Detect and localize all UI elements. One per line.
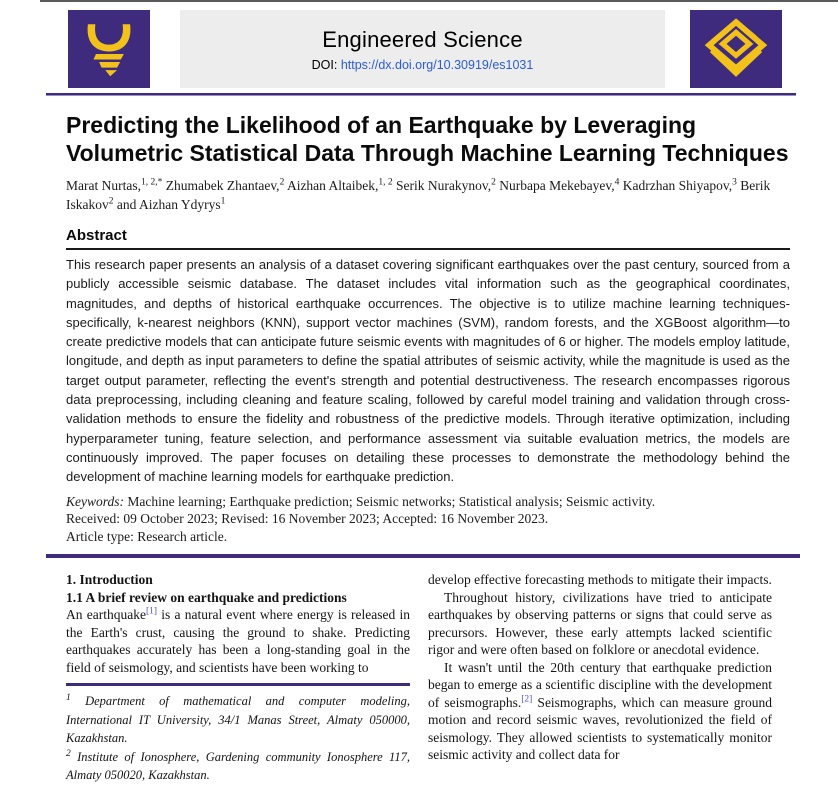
author-list: Marat Nurtas,$^{1, 2,*}$ Zhumabek Zhantaev,$^2$ Aizhan Altaibek,$^{1, 2}$ Serik Nurakynov,$^2$ Nurbapa Mekebayev,$^4$ Kadrzhan Shiyapov,$^3$ Berik Iskakov$^2$ and Aizhan Ydyrys$^1$: [66, 177, 771, 212]
left-column: [66, 571, 410, 785]
article-content: [66, 111, 790, 785]
affiliation-mark: 2: [279, 177, 285, 188]
footnotes: [66, 692, 410, 785]
footnote-divider: [66, 683, 410, 686]
journal-title: Engineered Science: [322, 26, 523, 52]
section-divider: [46, 554, 800, 558]
affiliation-mark: 4: [614, 177, 620, 188]
citation-link[interactable]: [2]: [521, 694, 533, 705]
abstract-heading: Abstract: [66, 227, 127, 244]
page-top-border: [40, 0, 838, 2]
bull-icon: [78, 18, 140, 80]
doi-line: [312, 58, 534, 72]
affiliation-mark: 2: [108, 196, 114, 206]
affiliation-mark: 1, 2: [378, 177, 393, 188]
intro-paragraph: An earthquake[1] is a natural event where energy is released in the Earth's crust, causing the ground to shake. Predicting earthquakes accurately has been a long-standing goal in the field of seismology, and scientists have been working to: [66, 606, 410, 675]
footnote-2: $^2$ Institute of Ionosphere, Gardening community Ionosphere 117, Almaty 050020, Kazakhstan.: [66, 748, 410, 783]
doi-label: DOI:: [311, 57, 341, 72]
body-paragraph-2: Throughout history, civilizations have tried to anticipate earthquakes by observing patterns or signs that could serve as precursors. However, these early attempts lacked scientific rigor and were often based on folklore or anecdotal evidence.: [428, 589, 772, 658]
right-column: [428, 571, 772, 785]
keywords-line: [66, 493, 790, 511]
affiliation-mark: 3: [732, 177, 737, 188]
affiliation-mark: 1: [220, 196, 226, 206]
article-type-line: Article type: Research article.: [66, 528, 228, 544]
subsection-heading: 1.1 A brief review on earthquake and predictions: [66, 589, 347, 605]
section-heading: 1. Introduction: [66, 572, 153, 588]
paper-title: Predicting the Likelihood of an Earthquake by Leveraging Volumetric Statistical Data Through Machine Learning Techniques: [66, 112, 789, 166]
article-meta: [66, 493, 790, 546]
body-paragraph-1: develop effective forecasting methods to mitigate their impacts.: [428, 572, 772, 588]
keywords-label: Keywords:: [66, 493, 124, 509]
journal-left-logo: [68, 10, 150, 88]
affiliation-mark: 1: [66, 692, 71, 703]
affiliation-mark: 2: [491, 177, 496, 188]
abstract-text: This research paper presents an analysis of a dataset covering significant earthquakes over the past century, sourced from a publicly accessible seismic database. The dataset includes vital information such as the geographical coordinates, magnitudes, and depths of historical earthquake occurrences. The objective is to utilize machine learning techniques-specifically, k-nearest neighbors (KNN), support vector machines (SVM), random forests, and the XGBoost algorithm—to create predictive models that can anticipate future seismic events with magnitudes of 6 or higher. The models employ latitude, longitude, and depth as input parameters to define the spatial attributes of seismic activity, while the magnitude is used as the target output parameter, reflecting the event's strength and potential destructiveness. The research encompasses rigorous data preprocessing, including cleaning and feature scaling, followed by careful model training and validation through cross-validation methods to ensure the fidelity and robustness of the predictive models. Through iterative optimization, including hyperparameter tuning, feature selection, and performance assessment via suitable evaluation metrics, the models are continuously improved. The paper focuses on detailing these processes to demonstrate the methodology behind the development of machine learning models for earthquake prediction.: [66, 257, 790, 485]
journal-right-logo: [690, 10, 782, 88]
affiliation-mark: 2: [66, 748, 71, 759]
abstract-divider: [66, 248, 790, 250]
received-line: Received: 09 October 2023; Revised: 16 November 2023; Accepted: 16 November 2023.: [66, 511, 549, 527]
journal-header: [180, 10, 665, 88]
doi-link[interactable]: https://dx.doi.org/10.30919/es1031: [340, 57, 534, 72]
citation-link[interactable]: [1]: [145, 606, 158, 617]
two-column-body: [66, 571, 772, 785]
es-diamond-icon: [704, 17, 768, 81]
body-paragraph-3: It wasn't until the 20th century that earthquake prediction began to emerge as a scientific discipline with the development of seismographs.[2] Seismographs, which can measure ground motion and record seismic waves, revolutionized the field of seismology. They allowed scientists to systematically monitor seismic activity and collect data for: [428, 659, 772, 763]
footnote-1: $^1$ Department of mathematical and computer modeling, International IT University, 34/1 Manas Street, Almaty 050000, Kazakhstan.: [66, 692, 410, 746]
keywords-text: Machine learning; Earthquake prediction; Seismic networks; Statistical analysis; Seismic activity.: [124, 493, 656, 509]
affiliation-mark: 1, 2,*: [140, 177, 163, 188]
header-divider: [46, 93, 796, 96]
